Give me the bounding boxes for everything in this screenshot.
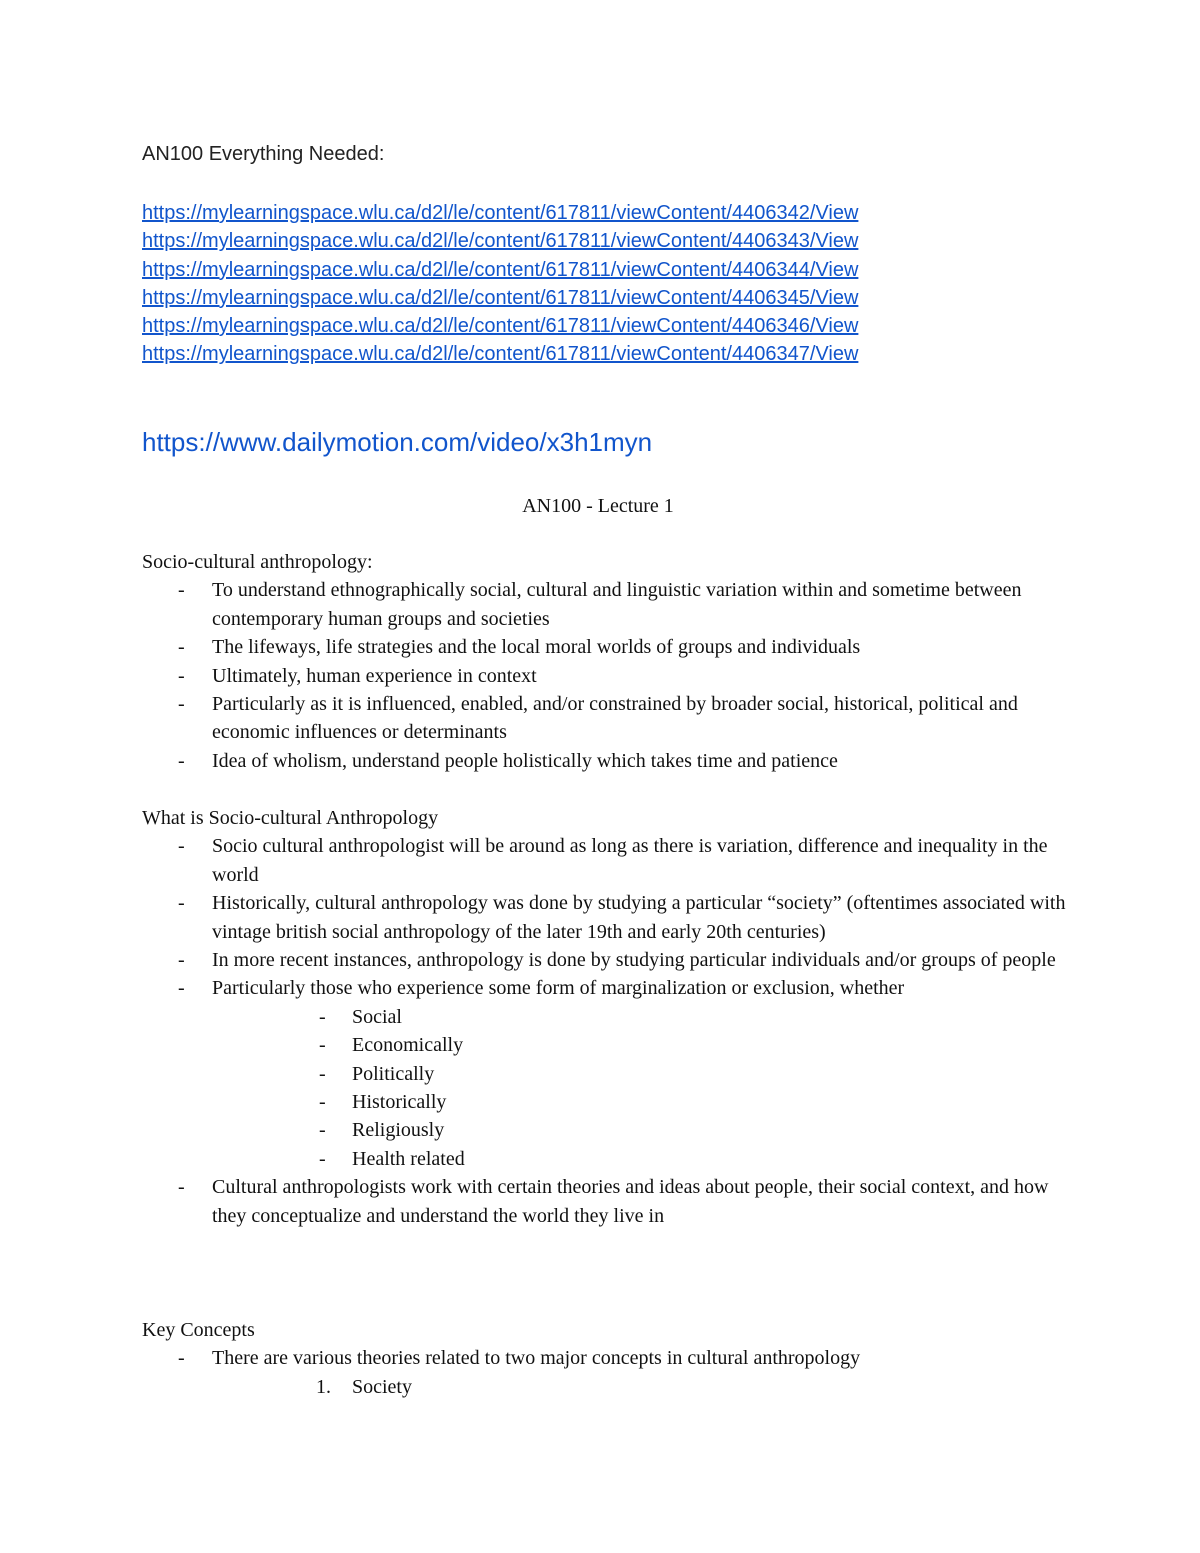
list-item: - Ultimately, human experience in context (142, 662, 1072, 690)
dash-bullet: - (319, 1147, 326, 1170)
list-item: - Idea of wholism, understand people holistically which takes time and patience (142, 747, 1072, 775)
dash-bullet: - (178, 579, 185, 602)
bullet-list (142, 832, 1072, 1230)
sub-list-item: - Historically (212, 1088, 1072, 1116)
dash-bullet: - (178, 835, 185, 858)
sub-list-item: - Politically (212, 1060, 1072, 1088)
section-heading: Socio-cultural anthropology: (142, 551, 373, 573)
dash-bullet: - (178, 949, 185, 972)
dash-bullet: - (319, 1091, 326, 1114)
dash-bullet: - (319, 1119, 326, 1142)
link-item[interactable]: https://mylearningspace.wlu.ca/d2l/le/content/617811/viewContent/4406343/View (142, 230, 859, 253)
list-item: - Cultural anthropologists work with certain theories and ideas about people, their social context, and how they conceptualize and understand the world they live in (142, 1173, 1072, 1230)
dash-bullet: - (178, 1176, 185, 1199)
dash-bullet: - (319, 1005, 326, 1028)
dash-bullet: - (178, 749, 185, 772)
dash-bullet: - (319, 1034, 326, 1057)
lecture-title: AN100 - Lecture 1 (522, 495, 674, 517)
link-item[interactable]: https://mylearningspace.wlu.ca/d2l/le/content/617811/viewContent/4406347/View (142, 343, 859, 366)
list-item: - To understand ethnographically social, cultural and linguistic variation within and sometime between contemporary human groups and societies (142, 576, 1072, 633)
number-marker: 1. (316, 1375, 331, 1398)
link-item[interactable]: https://mylearningspace.wlu.ca/d2l/le/content/617811/viewContent/4406345/View (142, 286, 859, 309)
document-title: AN100 Everything Needed: (142, 143, 385, 165)
sub-list-item: - Health related (212, 1145, 1072, 1173)
sub-list-item: - Social (212, 1003, 1072, 1031)
dash-bullet: - (178, 636, 185, 659)
link-item[interactable]: https://mylearningspace.wlu.ca/d2l/le/content/617811/viewContent/4406344/View (142, 258, 859, 281)
list-item: - Particularly as it is influenced, enabled, and/or constrained by broader social, historical, political and economic influences or determinants (142, 690, 1072, 747)
link-item[interactable]: https://mylearningspace.wlu.ca/d2l/le/content/617811/viewContent/4406342/View (142, 202, 859, 224)
section-heading: What is Socio-cultural Anthropology (142, 807, 439, 829)
section-socio-cultural (142, 548, 1072, 775)
sub-list-item: - Economically (212, 1031, 1072, 1059)
sub-bullet-list (212, 1003, 1072, 1173)
list-item: - Historically, cultural anthropology was done by studying a particular “society” (oftentimes associated with vintage british social anthropology of the later 19th and early 20th centuries) (142, 889, 1072, 946)
link-item[interactable]: https://mylearningspace.wlu.ca/d2l/le/content/617811/viewContent/4406346/View (142, 315, 859, 338)
dash-bullet: - (178, 693, 185, 716)
section-heading: Key Concepts (142, 1319, 255, 1341)
list-item: - Socio cultural anthropologist will be around as long as there is variation, difference and inequality in the world (142, 832, 1072, 889)
list-item: - In more recent instances, anthropology is done by studying particular individuals and/or groups of people (142, 946, 1072, 974)
bullet-list (142, 1344, 1072, 1401)
video-link[interactable]: https://www.dailymotion.com/video/x3h1myn (142, 427, 653, 457)
section-key-concepts (142, 1316, 1072, 1401)
sub-list-item: - Religiously (212, 1116, 1072, 1144)
numbered-list (212, 1373, 1072, 1401)
list-item: - There are various theories related to two major concepts in cultural anthropology 1. Society (142, 1344, 1072, 1401)
link-list (142, 199, 858, 369)
numbered-item: 1. Society (212, 1373, 1072, 1401)
list-item: - Particularly those who experience some form of marginalization or exclusion, whether - Social - Economically - Politically - Historically - Religiously - Health related (142, 974, 1072, 1173)
section-what-is (142, 804, 1072, 1230)
dash-bullet: - (178, 1347, 185, 1370)
dash-bullet: - (178, 892, 185, 915)
dash-bullet: - (178, 664, 185, 687)
bullet-list (142, 576, 1072, 775)
dash-bullet: - (178, 977, 185, 1000)
dash-bullet: - (319, 1062, 326, 1085)
list-item: - The lifeways, life strategies and the local moral worlds of groups and individuals (142, 633, 1072, 661)
